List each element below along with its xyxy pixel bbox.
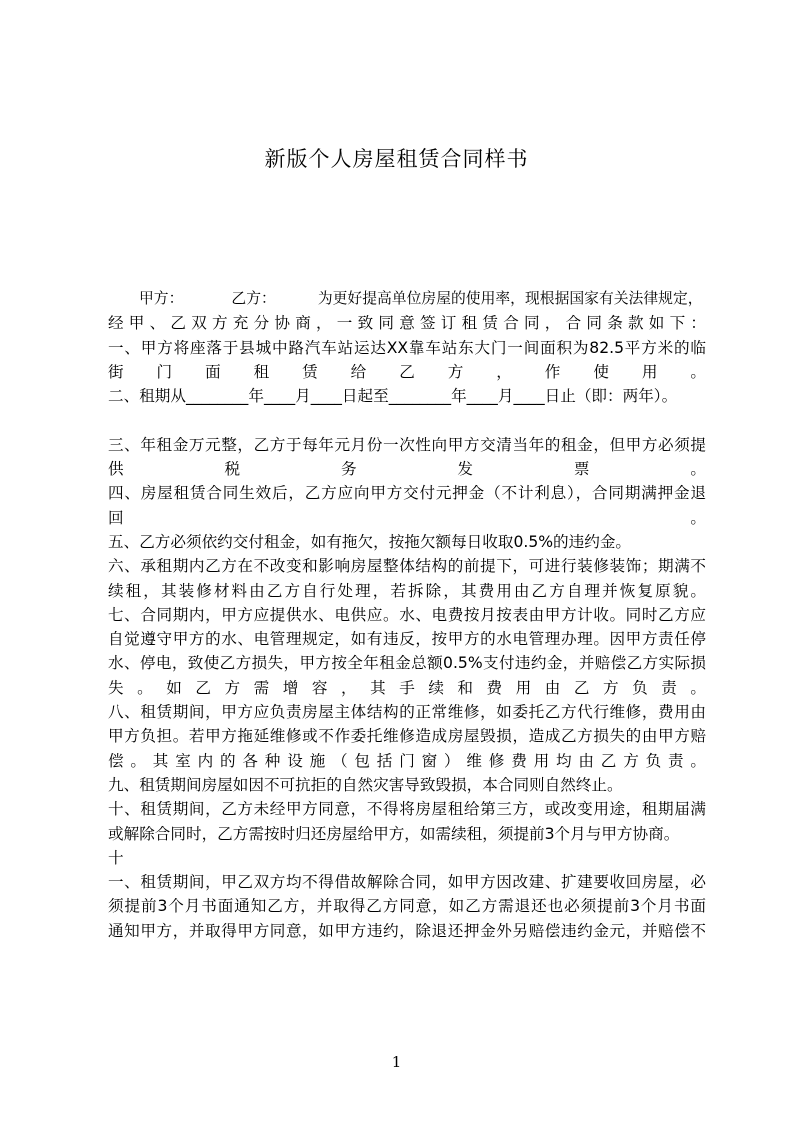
paragraph-line: 四、房屋租赁合同生效后，乙方应向甲方交付元押金（不计利息），合同期满押金退 [108,484,706,503]
paragraph-line: 供税务发票。 [108,460,706,479]
paragraph-line: 甲方负担。若甲方拖延维修或不作委托维修造成房屋毁损，造成乙方损失的由甲方赔 [108,727,706,746]
paragraph-line: 回。 [108,508,706,527]
paragraph-line: 街门面租赁给乙方，作使用。 [108,362,706,381]
paragraph-line: 三、年租金万元整，乙方于每年元月份一次性向甲方交清当年的租金，但甲方必须提 [108,435,706,454]
paragraph-line: 为更好提高单位房屋的使用率，现根据国家有关法律规定， [317,290,703,307]
paragraph-line: 或解除合同时，乙方需按时归还房屋给甲方，如需续租，须提前3个月与甲方协商。 [108,824,680,843]
paragraph-line: 续租，其装修材料由乙方自行处理，若拆除，其费用由乙方自理并恢复原貌。 [108,581,706,600]
document-body [108,287,706,943]
paragraph-line: 通知甲方，并取得甲方同意，如甲方违约，除退还押金外另赔偿违约金元，并赔偿不 [108,921,706,940]
paragraph-line: 水、停电，致使乙方损失，甲方按全年租金总额0.5%支付违约金，并赔偿乙方实际损 [108,654,706,673]
paragraph-line: 六、承租期内乙方在不改变和影响房屋整体结构的前提下，可进行装修装饰；期满不 [108,557,706,576]
paragraph-line: 一、租赁期间，甲乙双方均不得借故解除合同，如甲方因改建、扩建要收回房屋，必 [108,873,706,892]
paragraph-line: 偿。其室内的各种设施（包括门窗）维修费用均由乙方负责。 [108,751,706,770]
paragraph-line: 八、租赁期间，甲方应负责房屋主体结构的正常维修，如委托乙方代行维修，费用由 [108,703,706,722]
paragraph-line: 七、合同期内，甲方应提供水、电供应。水、电费按月按表由甲方计收。同时乙方应 [108,605,706,624]
paragraph-line: 经甲、乙双方充分协商，一致同意签订租赁合同，合同条款如下： [108,314,706,333]
paragraph-line: 九、租赁期间房屋如因不可抗拒的自然灾害导致毁损，本合同则自然终止。 [108,775,623,794]
paragraph-line: 须提前3个月书面通知乙方，并取得乙方同意，如乙方需退还也必须提前3个月书面 [108,897,706,916]
paragraph-line: 失。如乙方需增容，其手续和费用由乙方负责。 [108,678,706,697]
paragraph-line-parties [108,287,706,311]
party-a-label: 甲方： [139,290,184,307]
paragraph-line: 二、租期从________年____月____日起至________年____月____日止（即：两年）。 [108,387,678,406]
paragraph-line: 十 [108,848,124,867]
page-number: 1 [391,1053,402,1071]
paragraph-line: 一、甲方将座落于县城中路汽车站运达XX靠车站东大门一间面积为82.5平方米的临 [108,338,706,357]
paragraph-line: 自觉遵守甲方的水、电管理规定，如有违反，按甲方的水电管理办理。因甲方责任停 [108,630,706,649]
paragraph-line: 十、租赁期间，乙方未经甲方同意，不得将房屋租给第三方，或改变用途，租期届满 [108,800,706,819]
paragraph-line: 五、乙方必须依约交付租金，如有拖欠，按拖欠额每日收取0.5%的违约金。 [108,532,632,551]
party-b-label: 乙方： [231,290,276,307]
document-title: 新版个人房屋租赁合同样书 [264,147,529,171]
